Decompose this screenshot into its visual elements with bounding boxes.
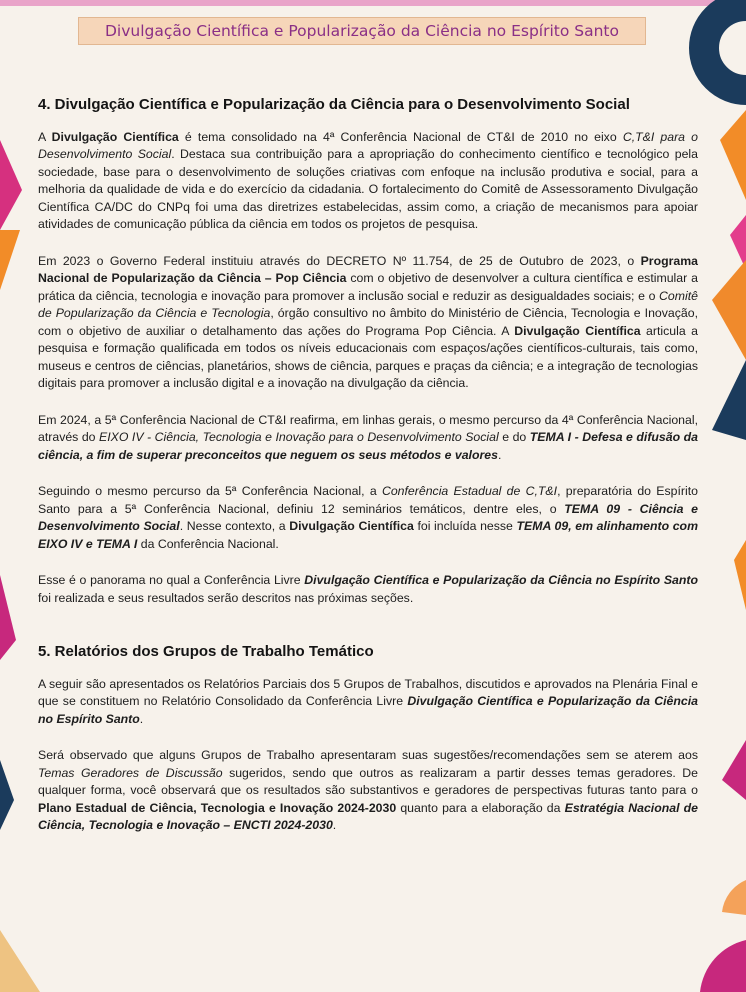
document-header: [78, 17, 646, 45]
pink-triangle-left-mid: [0, 575, 16, 660]
paragraph: [38, 747, 698, 835]
text-run: foi incluída nesse: [413, 519, 517, 533]
text-run: , preparatória do Espírito Santo para a 5ª Conferência Nacional, definiu 12 seminários temáticos, dentre eles, o: [38, 484, 698, 516]
emphasis-text: Estratégia Nacional de Ciência, Tecnologia e Inovação – ENCTI 2024-2030: [38, 800, 698, 832]
navy-triangle-right: [712, 360, 746, 440]
emphasis-text: Plano Estadual de Ciência, Tecnologia e Inovação 2024-2030: [38, 800, 397, 815]
paragraph: [38, 676, 698, 729]
paragraph: [38, 253, 698, 393]
text-run: , órgão consultivo no âmbito do Ministério de Ciência, Tecnologia e Inovação, com o objetivo de auxiliar o detalhamento das ações do Programa Pop Ciência. A: [38, 306, 698, 338]
pink-quarter-bottom-right: [700, 940, 746, 992]
text-run: quanto para a elaboração da: [396, 800, 565, 815]
text-run: .: [497, 447, 502, 462]
emphasis-text: Divulgação Científica: [51, 129, 179, 144]
paragraph: [38, 483, 698, 553]
emphasis-text: Programa Nacional de Popularização da Ciência – Pop Ciência: [38, 253, 698, 285]
text-run: A seguir são apresentados os Relatórios Parciais dos 5 Grupos de Trabalhos, discutidos e aprovados na Plenária Final e que se constituem no Relatório Consolidado da Conferência Livre: [38, 676, 698, 708]
paragraph: [38, 129, 698, 234]
pink-triangle-right-lower: [722, 740, 746, 800]
paragraph: [38, 412, 698, 465]
pink-triangle-right: [730, 215, 746, 270]
section-5-heading: 5. Relatórios dos Grupos de Trabalho Temático: [38, 643, 374, 660]
emphasis-text: Divulgação Científica e Popularização da Ciência no Espírito Santo: [304, 573, 698, 587]
orange-shape-right: [712, 260, 746, 360]
text-run: Em 2024, a 5ª Conferência Nacional de CT&I reafirma, em linhas gerais, o mesmo percurso da 4ª Conferência Nacional, através do: [38, 412, 698, 444]
orange-triangle-right: [720, 110, 746, 200]
text-run: com o objetivo de desenvolver a cultura científica e estimular a prática da ciência, tecnologia e inovação para promover a inclusão social e reduzir as desigualdades sociais; e o: [38, 271, 698, 303]
text-run: . Destaca sua contribuição para a apropriação do conhecimento científico e tecnológico pela sociedade, base para o desenvolvimento de soluções criativas com enfoque na inclusão produtiva e social, para a melhoria da qualidade de vida e do exercício da cidadania. O fortalecimento do Comitê de Assessoramento Divulgação Científica CA/DC do CNPq foi uma das diretrizes estabelecidas, assim como, a criação de mecanismos para apoiar atividades de comunicação pública da ciência em todos os projetos de pesquisa.: [38, 147, 699, 231]
text-run: Em 2023 o Governo Federal instituiu através do DECRETO Nº 11.754, de 25 de Outubro de 2023, o: [38, 253, 641, 268]
emphasis-text: Divulgação Científica: [514, 323, 641, 338]
orange-triangle-left: [0, 230, 20, 290]
text-run: e do: [498, 430, 530, 444]
emphasis-text: C,T&I para o Desenvolvimento Social: [38, 129, 698, 161]
emphasis-text: EIXO IV - Ciência, Tecnologia e Inovação para o Desenvolvimento Social: [99, 430, 499, 444]
text-run: Esse é o panorama no qual a Conferência Livre: [38, 573, 305, 587]
document-body: [38, 96, 698, 854]
section-4-heading: 4. Divulgação Científica e Popularização da Ciência para o Desenvolvimento Social: [38, 96, 630, 113]
text-run: articula a pesquisa e formação qualificada em todos os níveis educacionais com espaços/ações científicos-culturais, tais como, museus e centros de ciências, planetários, shows de ciência, parques e praças da ciência; e a integração de tecnologias digitais para promover a inclusão digital e a inovação na divulgação da ciência.: [38, 323, 698, 390]
text-run: da Conferência Nacional.: [137, 536, 279, 551]
text-run: .: [332, 818, 337, 832]
document-header-title: Divulgação Científica e Popularização da Ciência no Espírito Santo: [105, 22, 619, 40]
text-run: Seguindo o mesmo percurso da 5ª Conferência Nacional, a: [38, 484, 382, 498]
emphasis-text: TEMA 09 - Ciência e Desenvolvimento Social: [38, 501, 698, 533]
paragraph: [38, 572, 698, 607]
text-run: . Nesse contexto, a: [179, 519, 290, 533]
emphasis-text: TEMA 09, em alinhamento com EIXO IV e TEMA I: [38, 519, 699, 551]
emphasis-text: Conferência Estadual de C,T&I: [381, 484, 558, 498]
emphasis-text: Temas Geradores de Discussão: [38, 765, 223, 780]
text-run: é tema consolidado na 4ª Conferência Nacional de CT&I de 2010 no eixo: [178, 129, 623, 144]
navy-ring-top-right: [704, 6, 746, 90]
emphasis-text: TEMA I - Defesa e difusão da ciência, a fim de superar preconceitos que neguem os seus métodos e valores: [38, 430, 698, 462]
emphasis-text: Comitê de Popularização da Ciência e Tecnologia: [38, 288, 698, 320]
text-run: Será observado que alguns Grupos de Trabalho apresentaram suas sugestões/recomendações sem se aterem aos: [38, 748, 698, 762]
text-run: .: [139, 711, 144, 726]
orange-triangle-bottom-left: [0, 930, 40, 992]
emphasis-text: Divulgação Científica e Popularização da Ciência no Espírito Santo: [38, 694, 698, 726]
text-run: sugeridos, sendo que outros as realizaram a partir desses temas geradores. De qualquer forma, você observará que os resultados são substantivos e geradores de perspectivas futuras tanto para o: [38, 765, 699, 797]
orange-triangle-right-lower: [734, 540, 746, 610]
orange-quarter-bottom-right: [722, 880, 746, 915]
pink-triangle-left-top: [0, 140, 22, 230]
text-run: foi realizada e seus resultados serão descritos nas próximas seções.: [38, 590, 414, 605]
navy-shape-left: [0, 760, 14, 830]
emphasis-text: Divulgação Científica: [289, 519, 414, 533]
text-run: A: [38, 129, 52, 144]
